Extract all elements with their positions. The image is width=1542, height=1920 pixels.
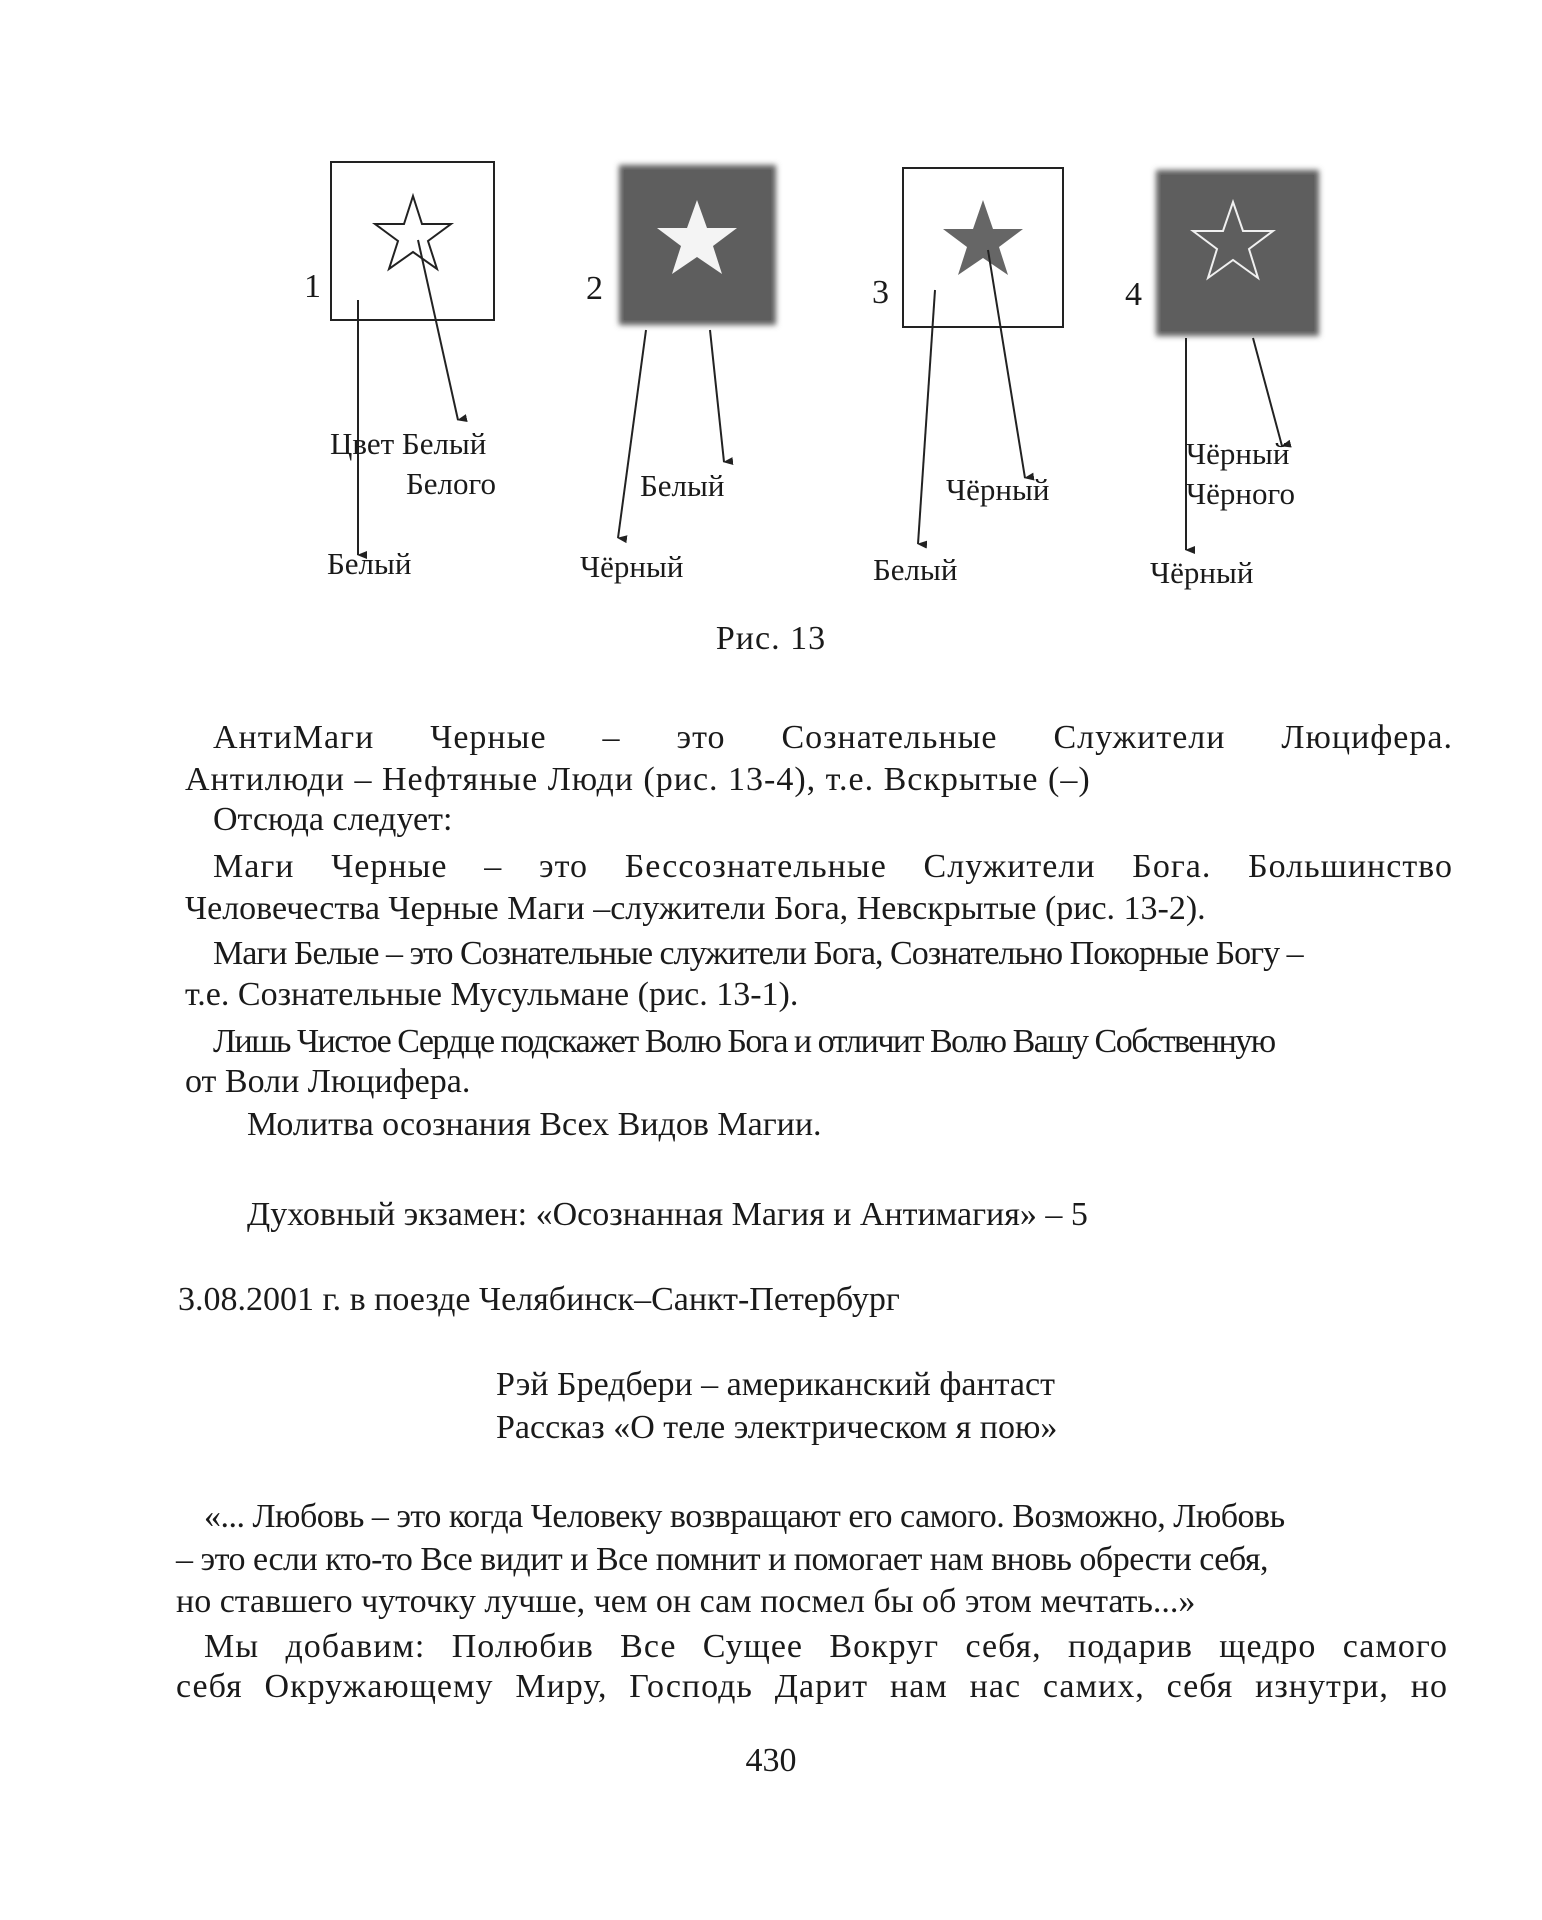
text-line-12: 3.08.2001 г. в поезде Челябинск–Санкт-Петербург bbox=[178, 1281, 900, 1318]
figure-drawing bbox=[0, 0, 1542, 680]
figure-number-4: 4 bbox=[1125, 276, 1142, 313]
page-number: 430 bbox=[745, 1742, 797, 1779]
figure-2-label-a: Белый bbox=[640, 468, 725, 503]
figure-1-label-b: Белого bbox=[406, 466, 496, 501]
text-line-3: Отсюда следует: bbox=[213, 801, 453, 838]
figure-4-label-a: Чёрный bbox=[1186, 436, 1290, 471]
text-line-5: Человечества Черные Маги –служители Бога, Невскрытые (рис. 13-2). bbox=[185, 890, 1206, 927]
figure-number-3: 3 bbox=[872, 274, 889, 311]
text-line-10: Молитва осознания Всех Видов Магии. bbox=[247, 1106, 822, 1143]
text-line-9: от Воли Люцифера. bbox=[185, 1063, 471, 1100]
figure-4-label-c: Чёрный bbox=[1150, 555, 1254, 590]
figure-3-label-a: Чёрный bbox=[946, 472, 1050, 507]
text-line-13: Рэй Бредбери – американский фантаст bbox=[496, 1366, 1055, 1403]
text-line-14: Рассказ «О теле электрическом я пою» bbox=[496, 1409, 1058, 1446]
figure-4-label-b: Чёрного bbox=[1186, 476, 1295, 511]
text-line-6: Маги Белые – это Сознательные служители Бога, Сознательно Покорные Богу – bbox=[213, 935, 1303, 972]
figure-2-label-b: Чёрный bbox=[580, 549, 684, 584]
figure-3-box bbox=[903, 168, 1063, 327]
text-line-8: Лишь Чистое Сердце подскажет Волю Бога и отличит Волю Вашу Собственную bbox=[213, 1023, 1275, 1060]
figure-number-1: 1 bbox=[304, 268, 321, 305]
text-line-17: но ставшего чуточку лучше, чем он сам посмел бы об этом мечтать...» bbox=[176, 1583, 1196, 1620]
text-line-7: т.е. Сознательные Мусульмане (рис. 13-1). bbox=[185, 976, 799, 1013]
figure-3-label-b: Белый bbox=[873, 552, 958, 587]
text-line-4: Маги Черные – это Бессознательные Служители Бога. Большинство bbox=[213, 848, 1453, 885]
text-line-2: Антилюди – Нефтяные Люди (рис. 13-4), т.е. Вскрытые (–) bbox=[185, 761, 1091, 798]
figure-1-label-c: Белый bbox=[327, 546, 412, 581]
text-line-18: Мы добавим: Полюбив Все Сущее Вокруг себя, подарив щедро самого bbox=[204, 1628, 1448, 1665]
figure-2-box bbox=[619, 165, 776, 325]
figure-number-2: 2 bbox=[586, 270, 603, 307]
text-line-1: АнтиМаги Черные – это Сознательные Служители Люцифера. bbox=[213, 719, 1453, 756]
figure-4-box bbox=[1156, 170, 1319, 336]
figure-1-label-a: Цвет Белый bbox=[330, 426, 487, 461]
text-line-15: «... Любовь – это когда Человеку возвращают его самого. Возможно, Любовь bbox=[204, 1498, 1285, 1535]
figure-1-box bbox=[331, 162, 494, 320]
text-line-11: Духовный экзамен: «Осознанная Магия и Антимагия» – 5 bbox=[247, 1196, 1088, 1233]
figure-13 bbox=[0, 0, 1542, 680]
figure-caption: Рис. 13 bbox=[715, 620, 827, 657]
figure-arrows bbox=[358, 240, 1282, 555]
text-line-16: – это если кто-то Все видит и Все помнит и помогает нам вновь обрести себя, bbox=[176, 1541, 1268, 1578]
text-line-19: себя Окружающему Миру, Господь Дарит нам нас самих, себя изнутри, но bbox=[176, 1668, 1448, 1705]
